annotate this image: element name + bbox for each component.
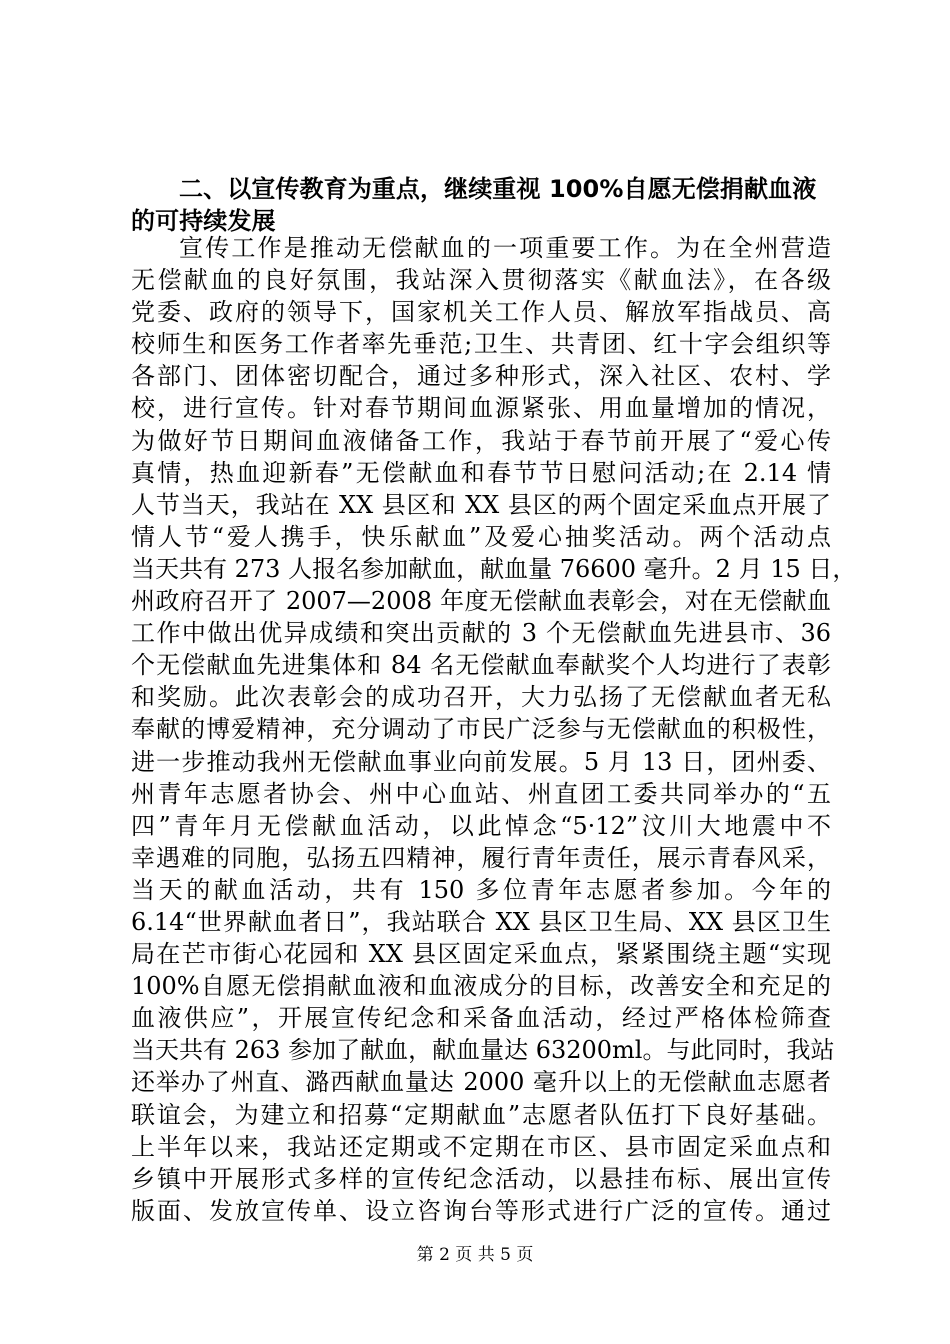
body-paragraph	[131, 232, 857, 1227]
paragraph-line: 上半年以来，我站还定期或不定期在市区、县市固定采血点和	[131, 1132, 831, 1161]
paragraph-line: 奉献的博爱精神，充分调动了市民广泛参与无偿献血的积极性，	[131, 715, 831, 744]
paragraph-line: 校，进行宣传。针对春节期间血源紧张、用血量增加的情况，	[131, 394, 831, 423]
paragraph-line: 当天共有 263 参加了献血，献血量达 63200ml。与此同时，我站	[131, 1036, 835, 1065]
paragraph-line: 各部门、团体密切配合，通过多种形式，深入社区、农村、学	[131, 362, 831, 391]
paragraph-line: 州青年志愿者协会、州中心血站、州直团工委共同举办的“五	[131, 779, 831, 808]
paragraph-line: 无偿献血的良好氛围，我站深入贯彻落实《献血法》，在各级	[131, 266, 831, 295]
section-heading	[131, 173, 831, 237]
paragraph-line: 情人节“爱人携手，快乐献血”及爱心抽奖活动。两个活动点	[131, 522, 831, 551]
paragraph-line: 宣传工作是推动无偿献血的一项重要工作。为在全州营造	[179, 234, 831, 262]
paragraph-line: 局在芒市街心花园和 XX 县区固定采血点，紧紧围绕主题“实现	[131, 940, 831, 969]
paragraph-line: 真情，热血迎新春”无偿献血和春节节日慰问活动;在 2.14 情	[131, 458, 831, 487]
paragraph-line: 联谊会，为建立和招募“定期献血”志愿者队伍打下良好基础。	[131, 1100, 831, 1129]
paragraph-line: 人节当天，我站在 XX 县区和 XX 县区的两个固定采血点开展了	[131, 490, 831, 519]
paragraph-line: 党委、政府的领导下，国家机关工作人员、解放军指战员、高	[131, 298, 831, 327]
paragraph-line: 校师生和医务工作者率先垂范;卫生、共青团、红十字会组织等	[131, 330, 831, 359]
paragraph-line: 为做好节日期间血液储备工作，我站于春节前开展了“爱心传	[131, 426, 831, 455]
paragraph-line: 当天的献血活动，共有 150 多位青年志愿者参加。今年的	[131, 875, 831, 904]
paragraph-line: 幸遇难的同胞，弘扬五四精神，履行青年责任，展示青春风采，	[131, 843, 831, 872]
heading-line: 二、以宣传教育为重点，继续重视 100%自愿无偿捐献血液	[179, 175, 817, 203]
heading-line: 的可持续发展	[131, 207, 276, 235]
paragraph-line: 还举办了州直、潞西献血量达 2000 毫升以上的无偿献血志愿者	[131, 1068, 831, 1097]
page-footer: 第 2 页 共 5 页	[416, 1245, 534, 1265]
paragraph-line: 个无偿献血先进集体和 84 名无偿献血奉献奖个人均进行了表彰	[131, 651, 831, 680]
paragraph-line: 100%自愿无偿捐献血液和血液成分的目标，改善安全和充足的	[131, 972, 831, 1001]
paragraph-line: 四”青年月无偿献血活动，以此悼念“5·12”汶川大地震中不	[131, 811, 831, 840]
paragraph-line: 和奖励。此次表彰会的成功召开，大力弘扬了无偿献血者无私	[131, 683, 831, 712]
paragraph-line: 当天共有 273 人报名参加献血，献血量 76600 毫升。2 月 15 日，	[131, 554, 857, 583]
paragraph-line: 进一步推动我州无偿献血事业向前发展。5 月 13 日，团州委、	[131, 747, 831, 776]
paragraph-line: 工作中做出优异成绩和突出贡献的 3 个无偿献血先进县市、36	[131, 619, 831, 648]
paragraph-line: 6.14“世界献血者日”，我站联合 XX 县区卫生局、XX 县区卫生	[131, 907, 831, 936]
paragraph-line: 血液供应”，开展宣传纪念和采备血活动，经过严格体检筛查	[131, 1004, 831, 1033]
paragraph-line: 乡镇中开展形式多样的宣传纪念活动，以悬挂布标、展出宣传	[131, 1164, 831, 1193]
paragraph-line: 版面、发放宣传单、设立咨询台等形式进行广泛的宣传。通过	[131, 1196, 831, 1225]
paragraph-line: 州政府召开了 2007—2008 年度无偿献血表彰会，对在无偿献血	[131, 587, 831, 616]
